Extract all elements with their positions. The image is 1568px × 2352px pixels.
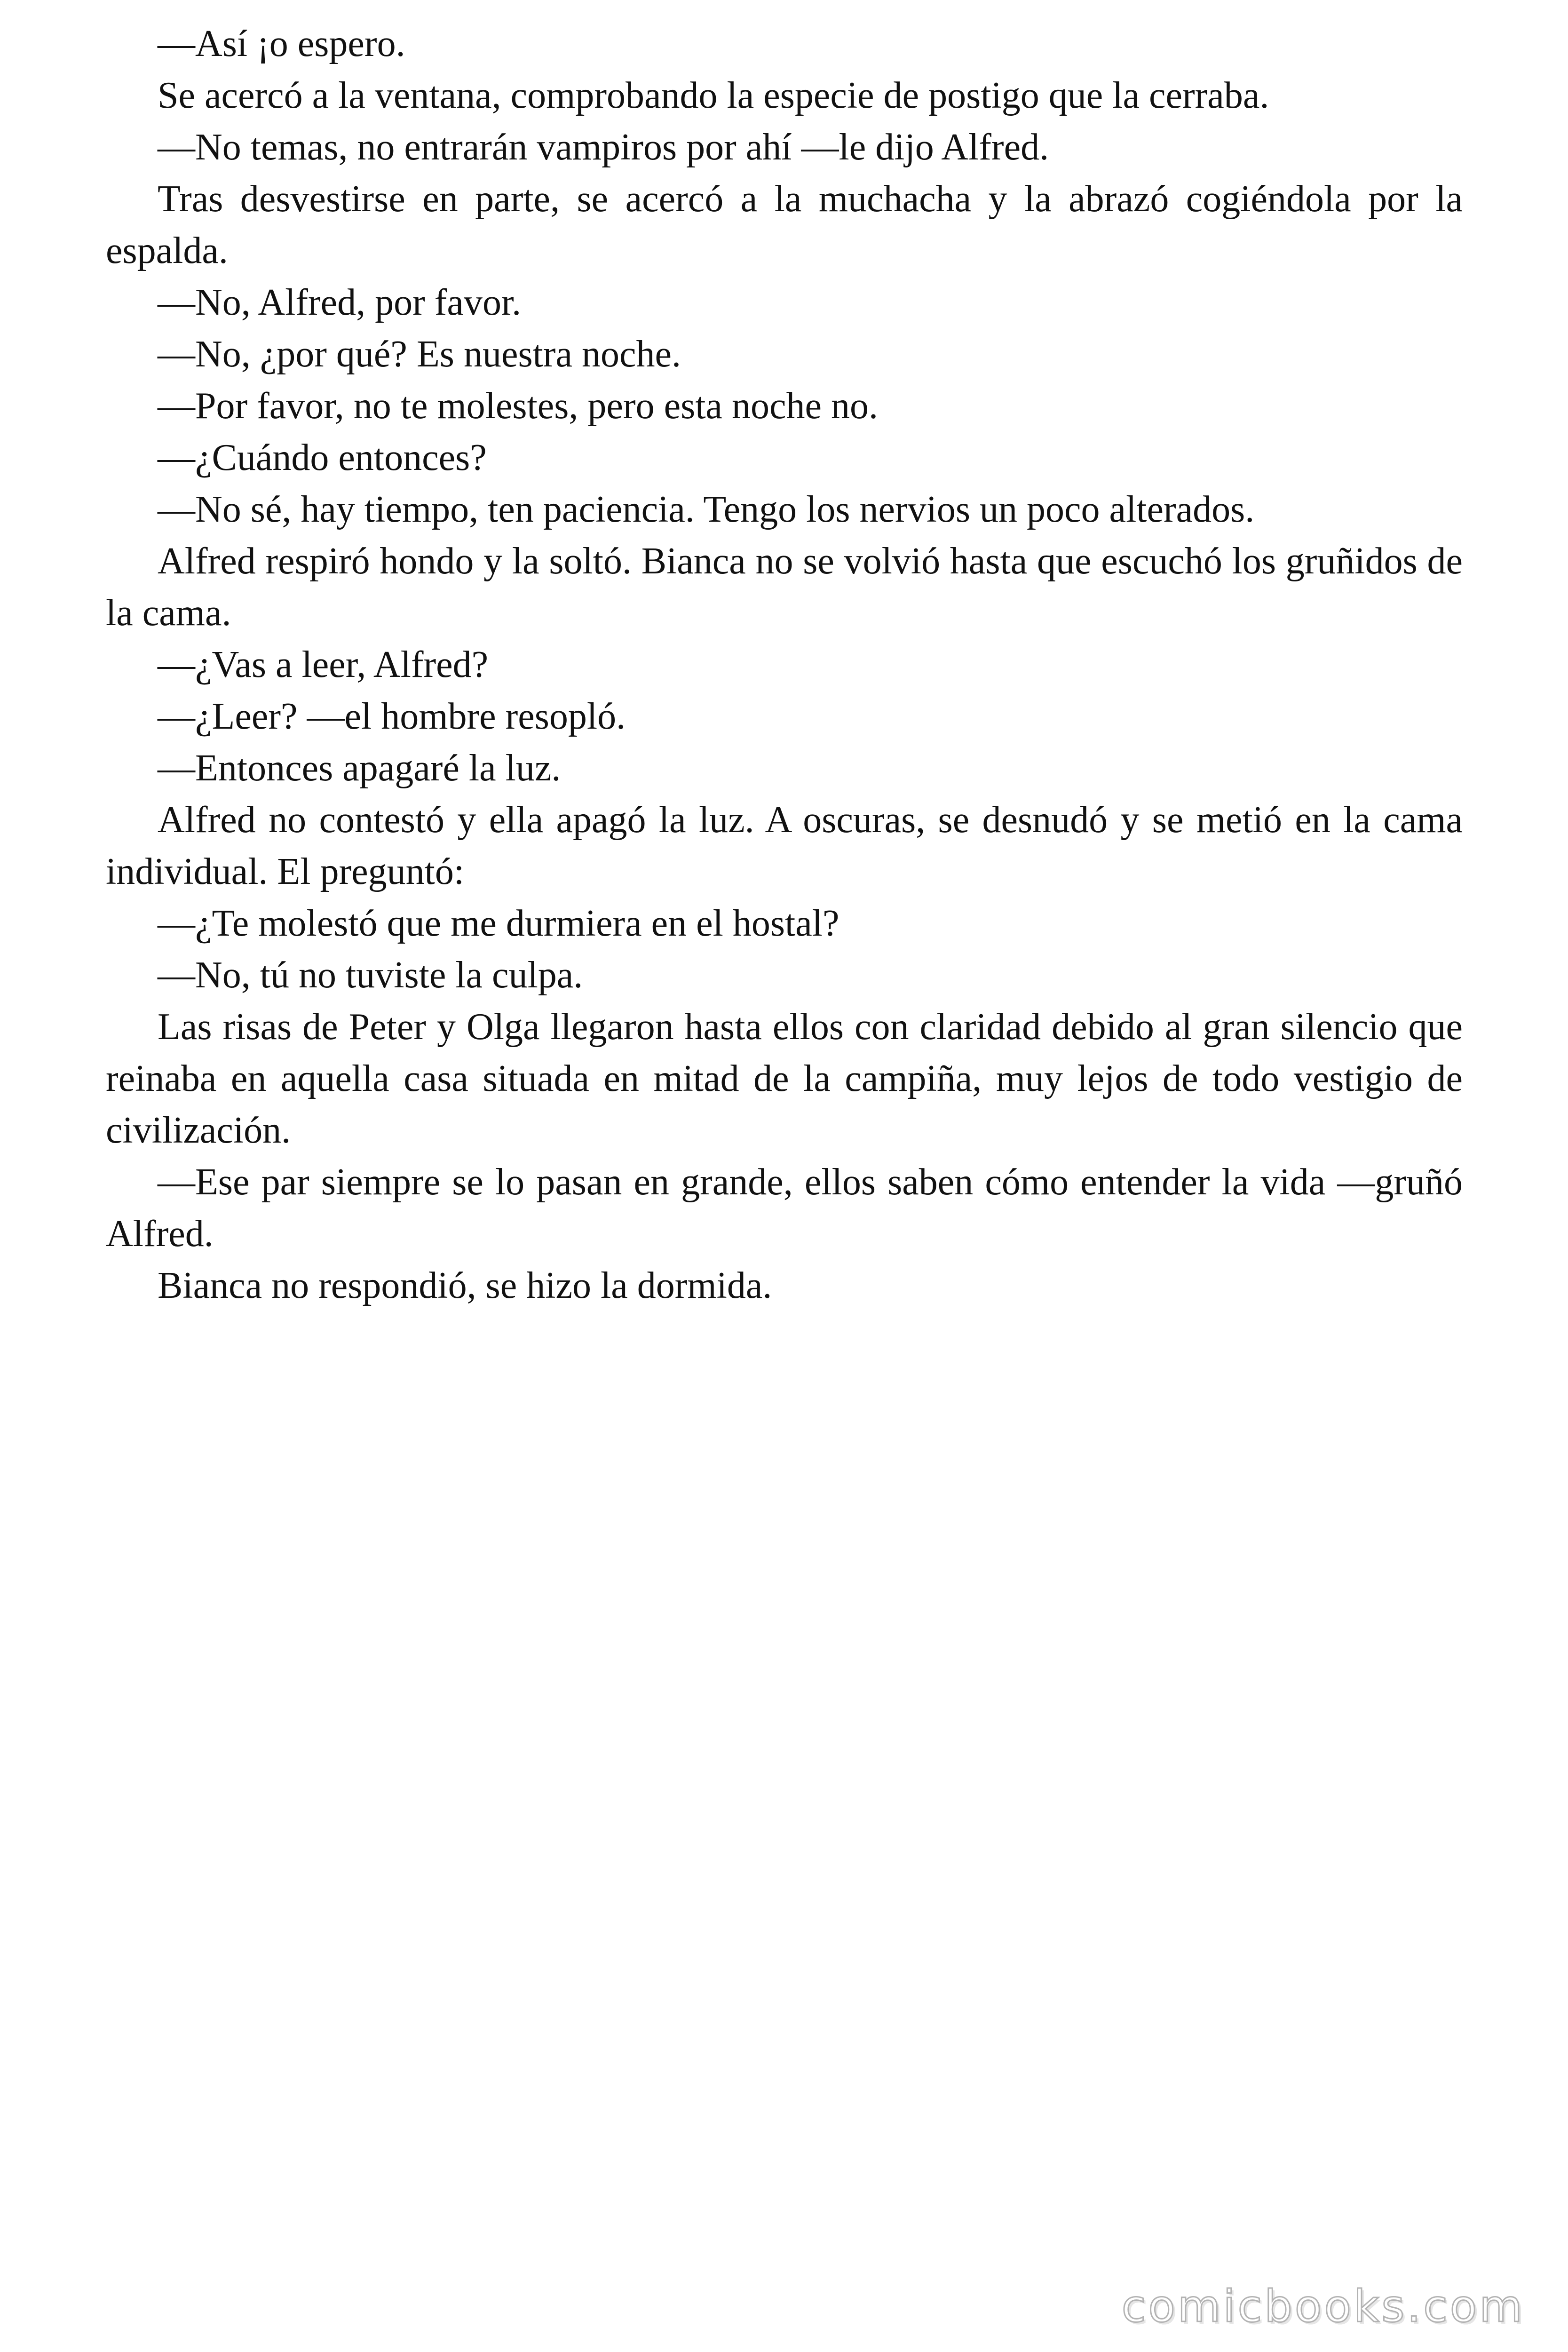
paragraph: —Así ¡o espero. [158, 23, 405, 64]
paragraph: Las risas de Peter y Olga llegaron hasta ellos con claridad debido al gran silencio que reinaba en aquella casa situada en mitad de la campiña, muy lejos de todo vestigio de civilización. [106, 1006, 1463, 1151]
paragraph: —¿Te molestó que me durmiera en el hostal? [158, 903, 839, 944]
paragraph: —No, tú no tuviste la culpa. [158, 954, 583, 996]
paragraph: Se acercó a la ventana, comprobando la especie de postigo que la cerraba. [158, 75, 1269, 116]
paragraph: Alfred respiró hondo y la soltó. Bianca no se volvió hasta que escuchó los gruñidos de la cama. [106, 540, 1463, 634]
watermark-logo: comicbooks.com [1121, 2281, 1525, 2332]
paragraph: —No, ¿por qué? Es nuestra noche. [158, 334, 681, 375]
paragraph: —No, Alfred, por favor. [158, 282, 522, 323]
paragraph: —¿Cuándo entonces? [158, 437, 487, 478]
paragraph: —Por favor, no te molestes, pero esta noche no. [158, 385, 878, 427]
paragraph: Tras desvestirse en parte, se acercó a la muchacha y la abrazó cogiéndola por la espalda. [106, 178, 1463, 271]
body-text [106, 18, 1463, 1311]
paragraph: —Ese par siempre se lo pasan en grande, ellos saben cómo entender la vida —gruñó Alfred. [106, 1161, 1463, 1255]
paragraph: Bianca no respondió, se hizo la dormida. [158, 1265, 772, 1306]
paragraph: —¿Vas a leer, Alfred? [158, 644, 489, 685]
paragraph: Alfred no contestó y ella apagó la luz. A oscuras, se desnudó y se metió en la cama individual. El preguntó: [106, 799, 1463, 892]
paragraph: —Entonces apagaré la luz. [158, 747, 561, 789]
paragraph: —No sé, hay tiempo, ten paciencia. Tengo los nervios un poco alterados. [158, 489, 1255, 530]
paragraph: —No temas, no entrarán vampiros por ahí —le dijo Alfred. [158, 127, 1049, 168]
paragraph: —¿Leer? —el hombre resopló. [158, 696, 626, 737]
